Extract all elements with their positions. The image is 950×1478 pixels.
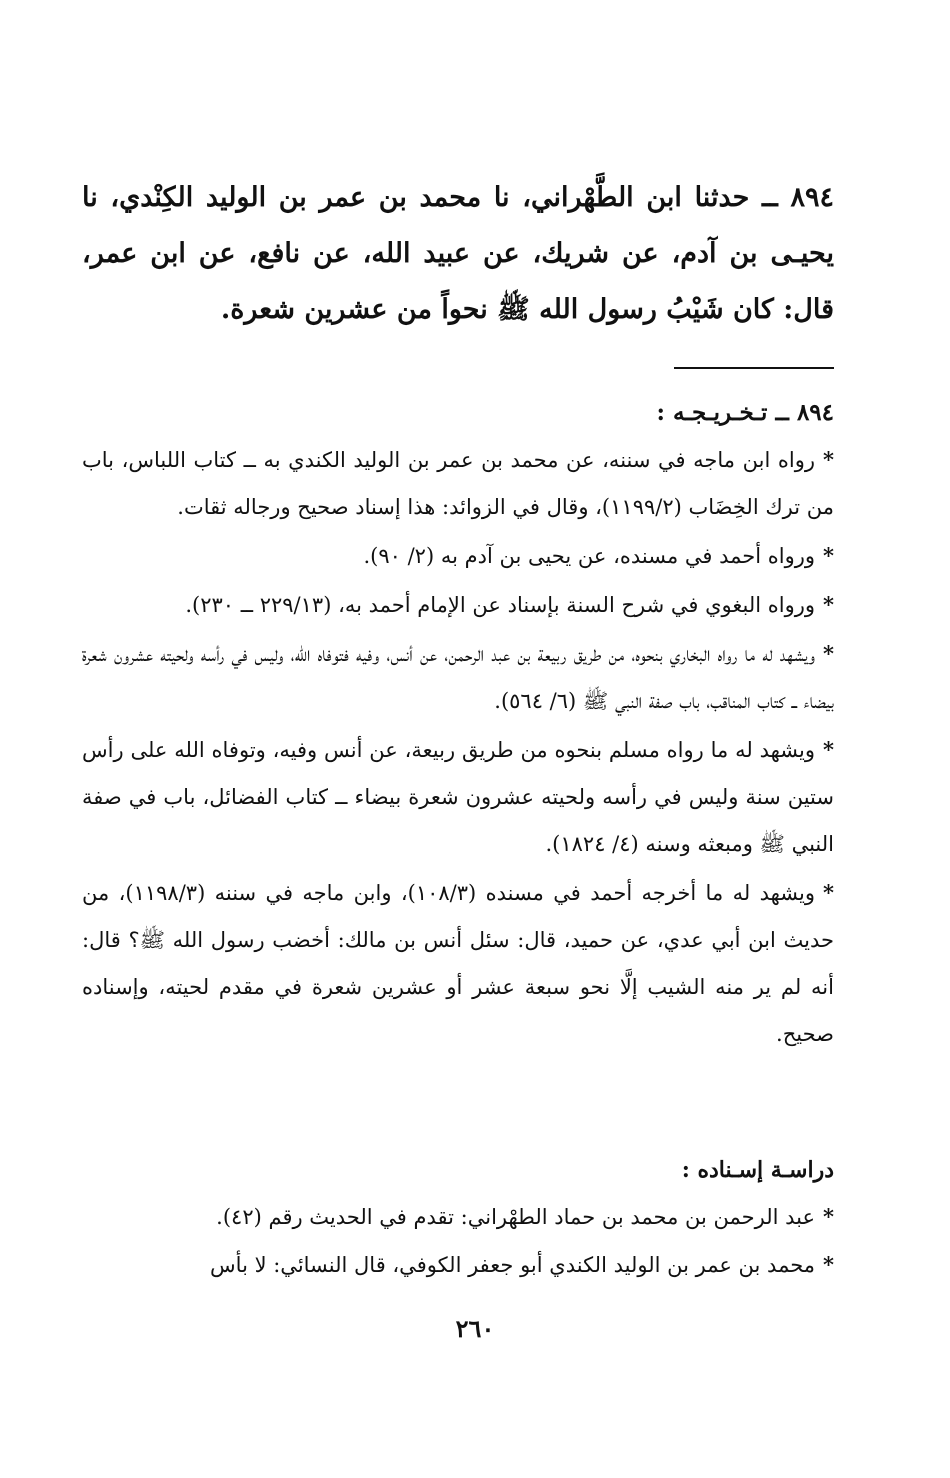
page-number: ٢٦٠: [455, 1314, 495, 1343]
takhrij-item-text: ورواه أحمد في مسنده، عن يحيى بن آدم به (٢/ ٩٠).: [363, 544, 816, 568]
study-item: [82, 1193, 834, 1241]
study-item: [82, 1241, 834, 1289]
takhrij-item: [82, 581, 834, 629]
hadith-text: [82, 170, 834, 338]
bullet-star: *: [823, 880, 835, 905]
takhrij-item-text: ورواه البغوي في شرح السنة بإسناد عن الإمام أحمد به، (٢٢٩/١٣ ــ ٢٣٠).: [185, 593, 816, 617]
study-item-text: عبد الرحمن بن محمد بن حماد الطهْراني: تقدم في الحديث رقم (٤٢).: [216, 1205, 816, 1229]
takhrij-item: [82, 630, 834, 725]
bullet-star: *: [823, 543, 834, 568]
takhrij-item-text: ويشهد له ما رواه مسلم بنحوه من طريق ربيعة، عن أنس وفيه، وتوفاه الله على رأس ستين سنة وليس في رأسه ولحيته عشرون شعرة بيضاء ــ كتاب الفضائل، باب في صفة النبي ﷺ ومبعثه وسنه (٤/ ١٨٢٤).: [82, 738, 834, 856]
hadith-number: ٨٩٤: [790, 182, 834, 213]
isnad-study-heading: دراسـة إسـناده :: [681, 1157, 834, 1183]
takhrij-list: [82, 436, 834, 1059]
bullet-star: *: [823, 641, 834, 666]
bullet-star: *: [823, 737, 834, 762]
takhrij-heading: ٨٩٤ ــ تـخـريـجـه :: [656, 399, 834, 426]
takhrij-item-text: رواه ابن ماجه في سننه، عن محمد بن عمر بن الوليد الكندي به ــ كتاب اللباس، باب من ترك الخِضَاب (١١٩٩/٢)، وقال في الزوائد: هذا إسناد صحيح ورجاله ثقات.: [82, 448, 834, 519]
hadith-body: ــ حدثنا ابن الطَّهْراني، نا محمد بن عمر بن الوليد الكِنْدي، نا يحيـى بن آدم، عن شريك، عن عبيد الله، عن نافع، عن ابن عمر، قال: كان شَيْبُ رسول الله ﷺ نحواً من عشرين شعرة.: [82, 182, 834, 325]
takhrij-item-text: ويشهد له ما أخرجه أحمد في مسنده (١٠٨/٣)، وابن ماجه في سننه (١١٩٨/٣)، من حديث ابن أبي عدي، عن حميد، قال: سئل أنس بن مالك: أخضب رسول الله ﷺ؟ قال: أنه لم ير منه الشيب إلَّا نحو سبعة عشر أو عشرين شعرة في مقدم لحيته، وإسناده صحيح.: [82, 881, 834, 1046]
footnote-divider: [674, 367, 834, 369]
bullet-star: *: [823, 447, 834, 472]
takhrij-item: [82, 869, 834, 1058]
takhrij-item-text: ويشهد له ما رواه البخاري بنحوه، من طريق ربيعة بن عبد الرحمن، عن أنس، وفيه فتوفاه الله، وليس في رأسه ولحيته عشرون شعرة بيضاء ــ كتاب المناقب، باب صفة النبي ﷺ (٦/ ٥٦٤).: [82, 642, 834, 713]
takhrij-item: [82, 726, 834, 868]
takhrij-item: [82, 436, 834, 531]
takhrij-item: [82, 532, 834, 580]
bullet-star: *: [823, 1252, 834, 1277]
isnad-study-list: [82, 1193, 834, 1289]
bullet-star: *: [823, 592, 834, 617]
study-item-text: محمد بن عمر بن الوليد الكندي أبو جعفر الكوفي، قال النسائي: لا بأس: [210, 1253, 816, 1277]
bullet-star: *: [823, 1204, 834, 1229]
